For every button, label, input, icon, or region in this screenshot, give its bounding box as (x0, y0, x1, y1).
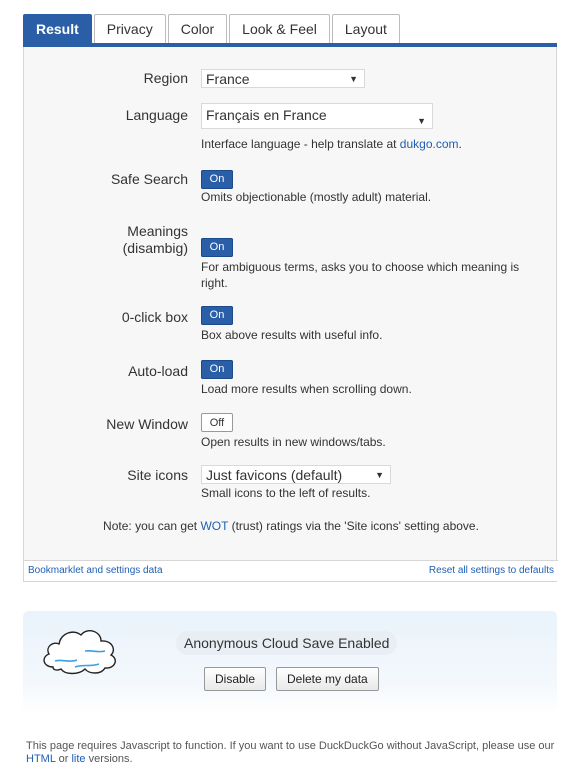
meanings-label: Meanings (disambig) (122, 223, 188, 256)
tab-color[interactable]: Color (168, 14, 227, 43)
chevron-down-icon: ▼ (417, 116, 426, 126)
dukgo-link[interactable]: dukgo.com (399, 137, 459, 151)
language-value: Français en France (206, 107, 327, 123)
wot-note: Note: you can get WOT (trust) ratings via the 'Site icons' setting above. (103, 519, 479, 533)
tab-result[interactable]: Result (23, 14, 92, 45)
new-window-description: Open results in new windows/tabs. (201, 435, 386, 449)
javascript-notice: This page requires Javascript to function. If you want to use DuckDuckGo without JavaScript, please use our HTML or lite versions. (26, 740, 555, 765)
safe-search-toggle-wrap (201, 169, 233, 189)
meanings-toggle[interactable]: On (201, 238, 233, 257)
auto-load-toggle[interactable]: On (201, 360, 233, 379)
panel-footer (24, 560, 558, 581)
auto-load-toggle-wrap (201, 359, 233, 379)
chevron-down-icon: ▼ (349, 74, 358, 84)
new-window-toggle-wrap (201, 413, 233, 432)
region-label: Region (143, 70, 188, 86)
zero-click-label: 0-click box (121, 309, 188, 325)
cloud-icon (39, 623, 119, 679)
settings-tabs (23, 14, 402, 44)
tab-privacy[interactable]: Privacy (94, 14, 166, 43)
tab-layout[interactable]: Layout (332, 14, 400, 43)
meanings-description: For ambiguous terms, asks you to choose which meaning is right. (201, 260, 520, 290)
meanings-toggle-wrap (201, 237, 233, 257)
language-row (24, 103, 558, 151)
delete-my-data-button[interactable]: Delete my data (276, 667, 379, 691)
region-select[interactable] (201, 69, 365, 88)
site-icons-select[interactable] (201, 465, 391, 484)
bookmarklet-link[interactable]: Bookmarklet and settings data (28, 565, 163, 576)
cloud-save-status: Anonymous Cloud Save Enabled (176, 631, 397, 655)
site-icons-label: Site icons (127, 467, 188, 483)
region-value: France (206, 71, 250, 87)
settings-panel (23, 47, 557, 582)
new-window-toggle[interactable]: Off (201, 413, 233, 432)
zero-click-toggle[interactable]: On (201, 306, 233, 325)
reset-settings-link[interactable]: Reset all settings to defaults (428, 565, 554, 576)
language-label: Language (125, 107, 188, 123)
chevron-down-icon: ▼ (375, 470, 384, 480)
wot-link[interactable]: WOT (200, 519, 229, 533)
disable-button[interactable]: Disable (204, 667, 266, 691)
cloud-save-box (23, 611, 557, 715)
safe-search-label: Safe Search (110, 171, 188, 187)
language-select[interactable] (201, 103, 433, 129)
region-row (24, 69, 558, 88)
new-window-label: New Window (106, 416, 188, 432)
safe-search-description: Omits objectionable (mostly adult) material. (201, 190, 432, 204)
zero-click-toggle-wrap (201, 305, 233, 325)
language-description: Interface language - help translate at dukgo.com. (201, 137, 462, 151)
zero-click-description: Box above results with useful info. (201, 328, 383, 342)
tab-look-and-feel[interactable]: Look & Feel (229, 14, 330, 43)
auto-load-description: Load more results when scrolling down. (201, 382, 412, 396)
auto-load-label: Auto-load (128, 363, 188, 379)
safe-search-toggle[interactable]: On (201, 170, 233, 189)
site-icons-row (24, 465, 558, 500)
html-version-link[interactable]: HTML (26, 753, 56, 765)
site-icons-value: Just favicons (default) (206, 467, 343, 483)
lite-version-link[interactable]: lite (71, 753, 86, 765)
site-icons-description: Small icons to the left of results. (201, 486, 371, 500)
